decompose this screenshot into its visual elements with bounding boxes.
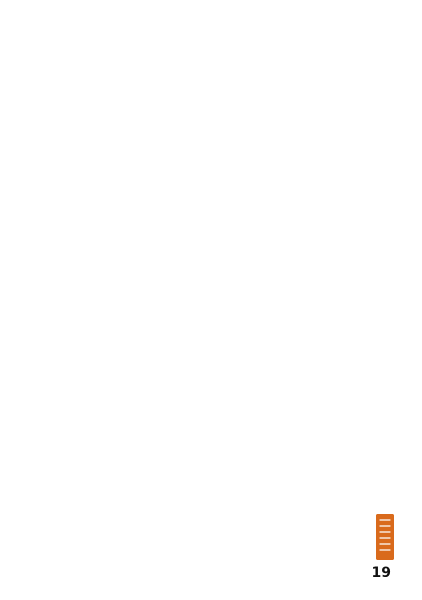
brand-logo bbox=[376, 514, 394, 560]
side-strip bbox=[376, 452, 394, 560]
article-body bbox=[66, 68, 386, 69]
issue-date bbox=[379, 452, 391, 508]
brand-logo-icon bbox=[376, 514, 394, 560]
page-number: 19 bbox=[371, 565, 391, 581]
